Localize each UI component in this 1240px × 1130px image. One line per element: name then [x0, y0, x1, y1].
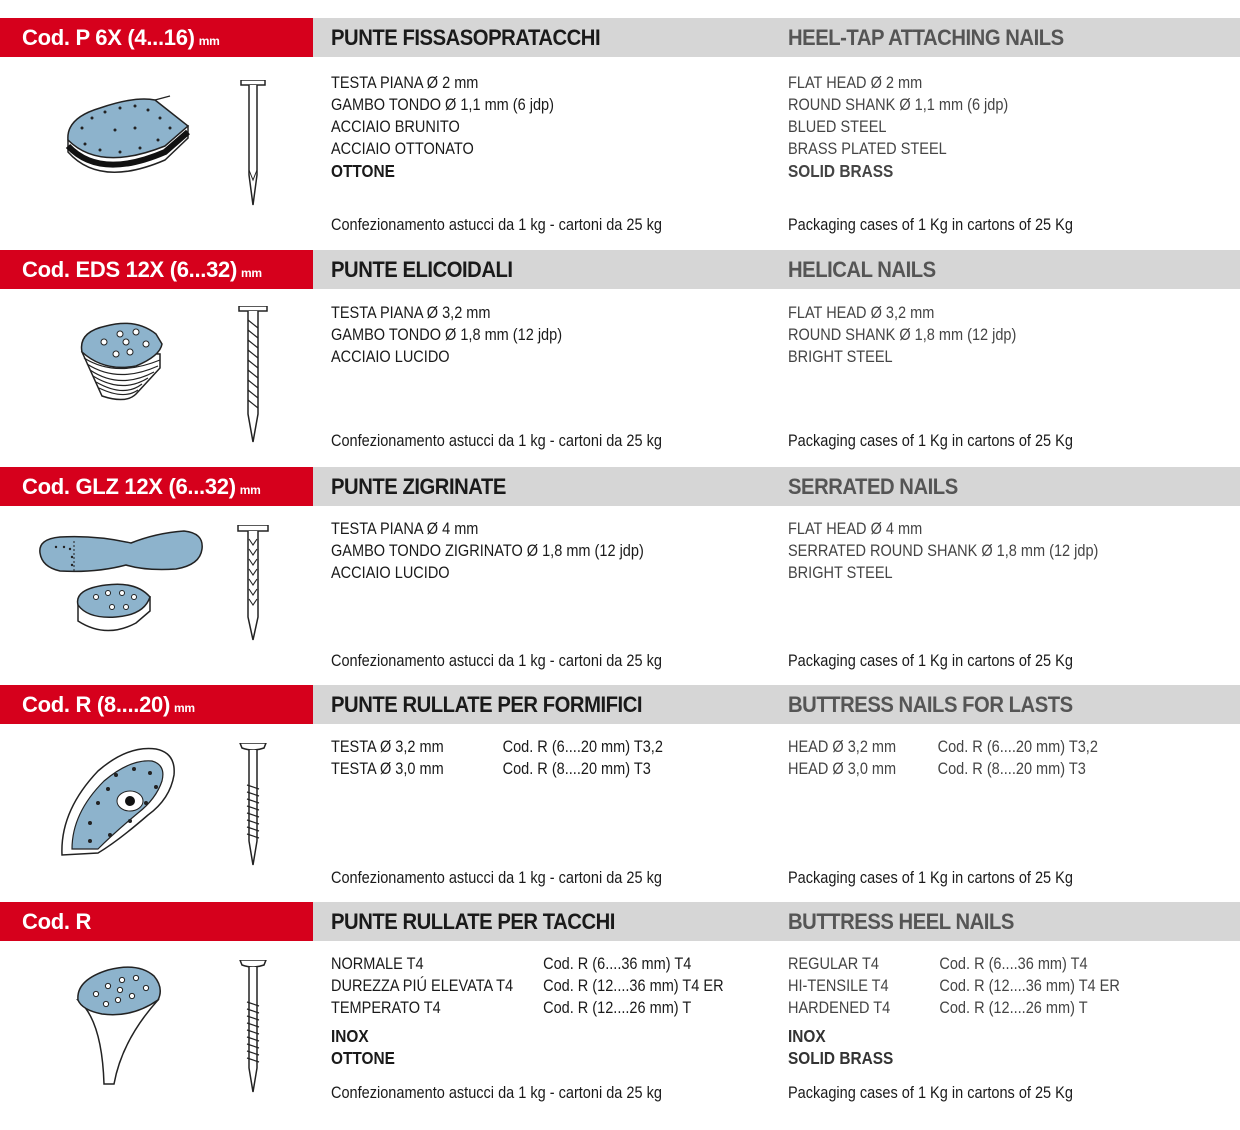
- packaging-english: Packaging cases of 1 Kg in cartons of 25 Kg: [788, 652, 1073, 670]
- spec-line: ACCIAIO OTTONATO: [331, 140, 474, 158]
- section-r-heels: [0, 902, 1240, 1128]
- spec-line: GAMBO TONDO Ø 1,1 mm (6 jdp): [331, 96, 554, 114]
- packaging-english: Packaging cases of 1 Kg in cartons of 25 Kg: [788, 1084, 1073, 1102]
- title-italian: PUNTE ELICOIDALI: [331, 257, 513, 282]
- section-glz: [0, 467, 1240, 685]
- spec-line: BRASS PLATED STEEL: [788, 140, 947, 158]
- packaging-italian: Confezionamento astucci da 1 kg - cartoni da 25 kg: [331, 432, 662, 450]
- spec-pair: NORMALE T4 Cod. R (6....36 mm) T4: [331, 955, 692, 973]
- spec-pair: TESTA Ø 3,2 mm Cod. R (6....20 mm) T3,2: [331, 738, 663, 756]
- specs-english: [788, 518, 1098, 584]
- section-r-lasts: [0, 685, 1240, 900]
- spec-line-bold: SOLID BRASS: [788, 161, 894, 181]
- nail-buttress-illustration: [238, 743, 268, 868]
- packaging-italian: Confezionamento astucci da 1 kg - cartoni da 25 kg: [331, 869, 662, 887]
- product-code: Cod. R (8....20) mm: [0, 685, 313, 724]
- nail-serrated-illustration: [236, 525, 270, 645]
- product-code: Cod. EDS 12X (6...32) mm: [0, 250, 313, 289]
- nail-smooth-illustration: [238, 80, 268, 210]
- spec-pair: TESTA Ø 3,0 mm Cod. R (8....20 mm) T3: [331, 760, 651, 778]
- packaging-english: Packaging cases of 1 Kg in cartons of 25 Kg: [788, 869, 1073, 887]
- spec-line-bold: INOX: [331, 1026, 369, 1046]
- spec-line: TESTA PIANA Ø 4 mm: [331, 520, 479, 538]
- spec-pair: HEAD Ø 3,0 mm Cod. R (8....20 mm) T3: [788, 760, 1086, 778]
- packaging-italian: Confezionamento astucci da 1 kg - cartoni da 25 kg: [331, 652, 662, 670]
- product-code: Cod. P 6X (4...16) mm: [0, 18, 313, 57]
- specs-english: [788, 302, 1016, 368]
- title-english: HELICAL NAILS: [788, 257, 936, 282]
- spec-line: ROUND SHANK Ø 1,1 mm (6 jdp): [788, 96, 1009, 114]
- packaging-italian: Confezionamento astucci da 1 kg - cartoni da 25 kg: [331, 1084, 662, 1102]
- packaging-italian: Confezionamento astucci da 1 kg - cartoni da 25 kg: [331, 216, 662, 234]
- nail-helical-illustration: [236, 306, 270, 446]
- spec-line: GAMBO TONDO ZIGRINATO Ø 1,8 mm (12 jdp): [331, 542, 644, 560]
- spec-pair: TEMPERATO T4 Cod. R (12....26 mm) T: [331, 999, 692, 1017]
- stiletto-heel-illustration: [72, 960, 167, 1088]
- title-english: BUTTRESS HEEL NAILS: [788, 909, 1014, 934]
- spec-pair: HI-TENSILE T4 Cod. R (12....36 mm) T4 ER: [788, 977, 1120, 995]
- product-code: Cod. GLZ 12X (6...32) mm: [0, 467, 313, 506]
- spec-pair: HARDENED T4 Cod. R (12....26 mm) T: [788, 999, 1088, 1017]
- specs-italian: [331, 72, 554, 182]
- title-italian: PUNTE FISSASOPRATACCHI: [331, 25, 601, 50]
- packaging-english: Packaging cases of 1 Kg in cartons of 25 Kg: [788, 216, 1073, 234]
- product-code: Cod. R: [0, 902, 313, 941]
- title-italian: PUNTE RULLATE PER FORMIFICI: [331, 692, 643, 717]
- specs-english: [788, 736, 1158, 780]
- spec-line: TESTA PIANA Ø 2 mm: [331, 74, 479, 92]
- spec-line: FLAT HEAD Ø 2 mm: [788, 74, 923, 92]
- specs-italian: [331, 736, 701, 780]
- section-p6x: [0, 18, 1240, 248]
- spec-line: FLAT HEAD Ø 4 mm: [788, 520, 923, 538]
- nail-heel-buttress-illustration: [238, 960, 268, 1095]
- spec-pair: DUREZZA PIÚ ELEVATA T4 Cod. R (12....36 mm) T4 ER: [331, 977, 724, 995]
- spec-line: ACCIAIO LUCIDO: [331, 348, 450, 366]
- spec-pair: REGULAR T4 Cod. R (6....36 mm) T4: [788, 955, 1088, 973]
- spec-line: FLAT HEAD Ø 3,2 mm: [788, 304, 935, 322]
- packaging-english: Packaging cases of 1 Kg in cartons of 25 Kg: [788, 432, 1073, 450]
- specs-italian: [331, 302, 562, 368]
- heel-tap-illustration: [60, 88, 200, 198]
- spec-line: ROUND SHANK Ø 1,8 mm (12 jdp): [788, 326, 1017, 344]
- last-illustration: [58, 741, 183, 861]
- specs-english: [788, 953, 1184, 1069]
- spec-line: GAMBO TONDO Ø 1,8 mm (12 jdp): [331, 326, 563, 344]
- spec-line-bold: OTTONE: [331, 161, 395, 181]
- specs-italian: [331, 518, 644, 584]
- spec-line: BLUED STEEL: [788, 118, 887, 136]
- specs-english: [788, 72, 1008, 182]
- spec-pair: HEAD Ø 3,2 mm Cod. R (6....20 mm) T3,2: [788, 738, 1098, 756]
- section-eds: [0, 250, 1240, 465]
- stacked-heel-illustration: [76, 308, 176, 408]
- spec-line: SERRATED ROUND SHANK Ø 1,8 mm (12 jdp): [788, 542, 1099, 560]
- spec-line-bold: OTTONE: [331, 1048, 395, 1068]
- spec-line-bold: SOLID BRASS: [788, 1048, 894, 1068]
- spec-line: TESTA PIANA Ø 3,2 mm: [331, 304, 491, 322]
- title-italian: PUNTE ZIGRINATE: [331, 474, 506, 499]
- title-italian: PUNTE RULLATE PER TACCHI: [331, 909, 615, 934]
- specs-italian: [331, 953, 727, 1069]
- title-english: SERRATED NAILS: [788, 474, 958, 499]
- title-english: HEEL-TAP ATTACHING NAILS: [788, 25, 1064, 50]
- spec-line: BRIGHT STEEL: [788, 564, 893, 582]
- spec-line-bold: INOX: [788, 1026, 826, 1046]
- title-english: BUTTRESS NAILS FOR LASTS: [788, 692, 1073, 717]
- spec-line: ACCIAIO BRUNITO: [331, 118, 460, 136]
- spec-line: BRIGHT STEEL: [788, 348, 893, 366]
- spec-line: ACCIAIO LUCIDO: [331, 564, 450, 582]
- sole-and-heel-illustration: [36, 527, 211, 657]
